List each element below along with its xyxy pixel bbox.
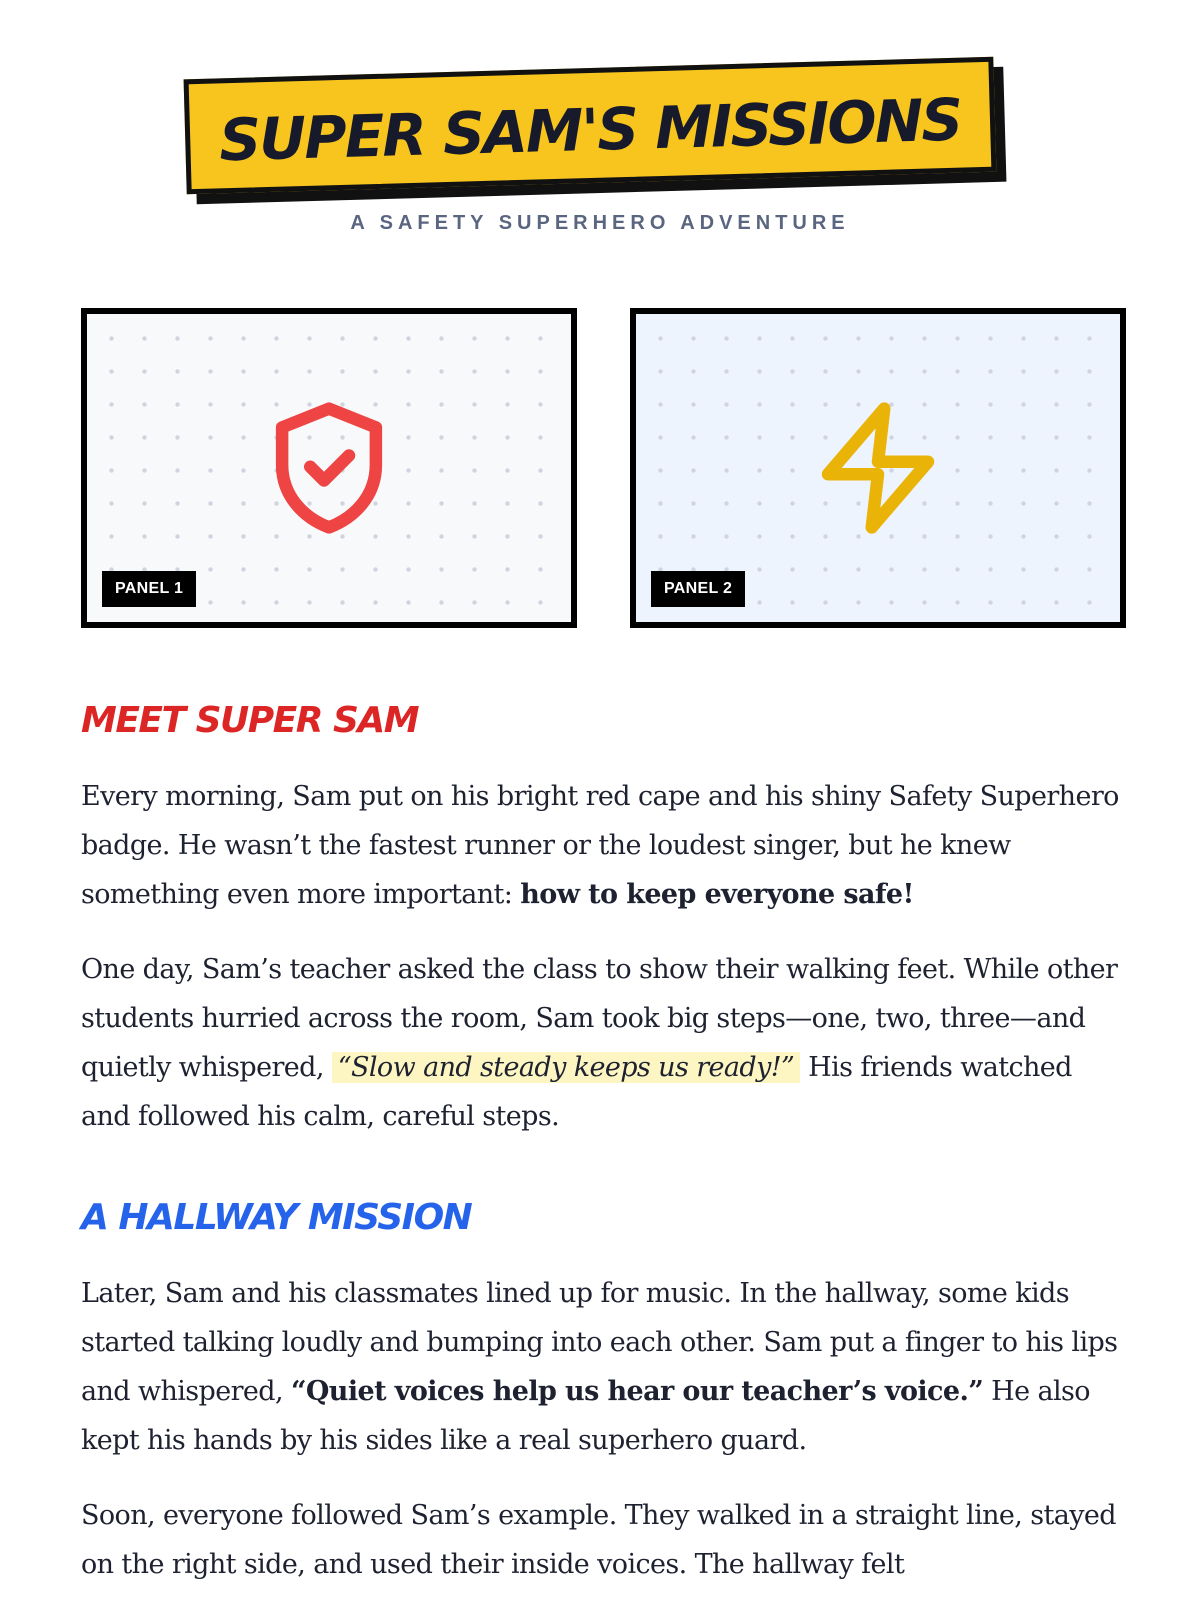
paragraph-text: Every morning, Sam put on his bright red cape and his shiny Safety Superhero badge. He wasn’t the fastest runner or the loudest singer, but he knew something even more important: xyxy=(81,781,1119,910)
story-paragraph xyxy=(81,1491,1126,1589)
story-paragraph xyxy=(81,945,1126,1141)
paragraph-text: Soon, everyone followed Sam’s example. They walked in a straight line, stayed on the right side, and used their inside voices. The hallway felt xyxy=(81,1500,1116,1580)
paragraph-text: One day, Sam’s teacher asked the class to show their walking feet. While other students hurried across the room, Sam took big steps—one, two, three—and quietly whispered, xyxy=(81,954,1118,1083)
panel-label: PANEL 2 xyxy=(651,571,745,607)
panel-label: PANEL 1 xyxy=(102,571,196,607)
paragraph-bold-text: how to keep everyone safe! xyxy=(520,879,914,910)
section-heading-hallway-mission: A HALLWAY MISSION xyxy=(81,1197,472,1238)
title-banner-box xyxy=(184,57,997,195)
story-content xyxy=(81,700,1126,1600)
comic-panel-2 xyxy=(630,308,1126,628)
page-subtitle: A SAFETY SUPERHERO ADVENTURE xyxy=(350,212,850,234)
story-paragraph xyxy=(81,772,1126,919)
shield-check-icon xyxy=(254,393,404,543)
title-banner xyxy=(185,68,1005,198)
highlighted-quote: “Slow and steady keeps us ready!” xyxy=(332,1052,800,1083)
section-heading-meet-super-sam: MEET SUPER SAM xyxy=(81,700,419,741)
comic-panel-1 xyxy=(81,308,577,628)
paragraph-bold-text: “Quiet voices help us hear our teacher’s voice.” xyxy=(290,1376,984,1407)
paragraph-text: His friends watched and followed his calm, careful steps. xyxy=(81,1052,1072,1132)
story-paragraph xyxy=(81,1269,1126,1465)
page-title: SUPER SAM'S MISSIONS xyxy=(218,85,962,174)
paragraph-text: Later, Sam and his classmates lined up for music. In the hallway, some kids started talking loudly and bumping into each other. Sam put a finger to his lips and whispered, xyxy=(81,1278,1118,1407)
lightning-bolt-icon xyxy=(803,393,953,543)
paragraph-text: He also kept his hands by his sides like a real superhero guard. xyxy=(81,1376,1090,1456)
